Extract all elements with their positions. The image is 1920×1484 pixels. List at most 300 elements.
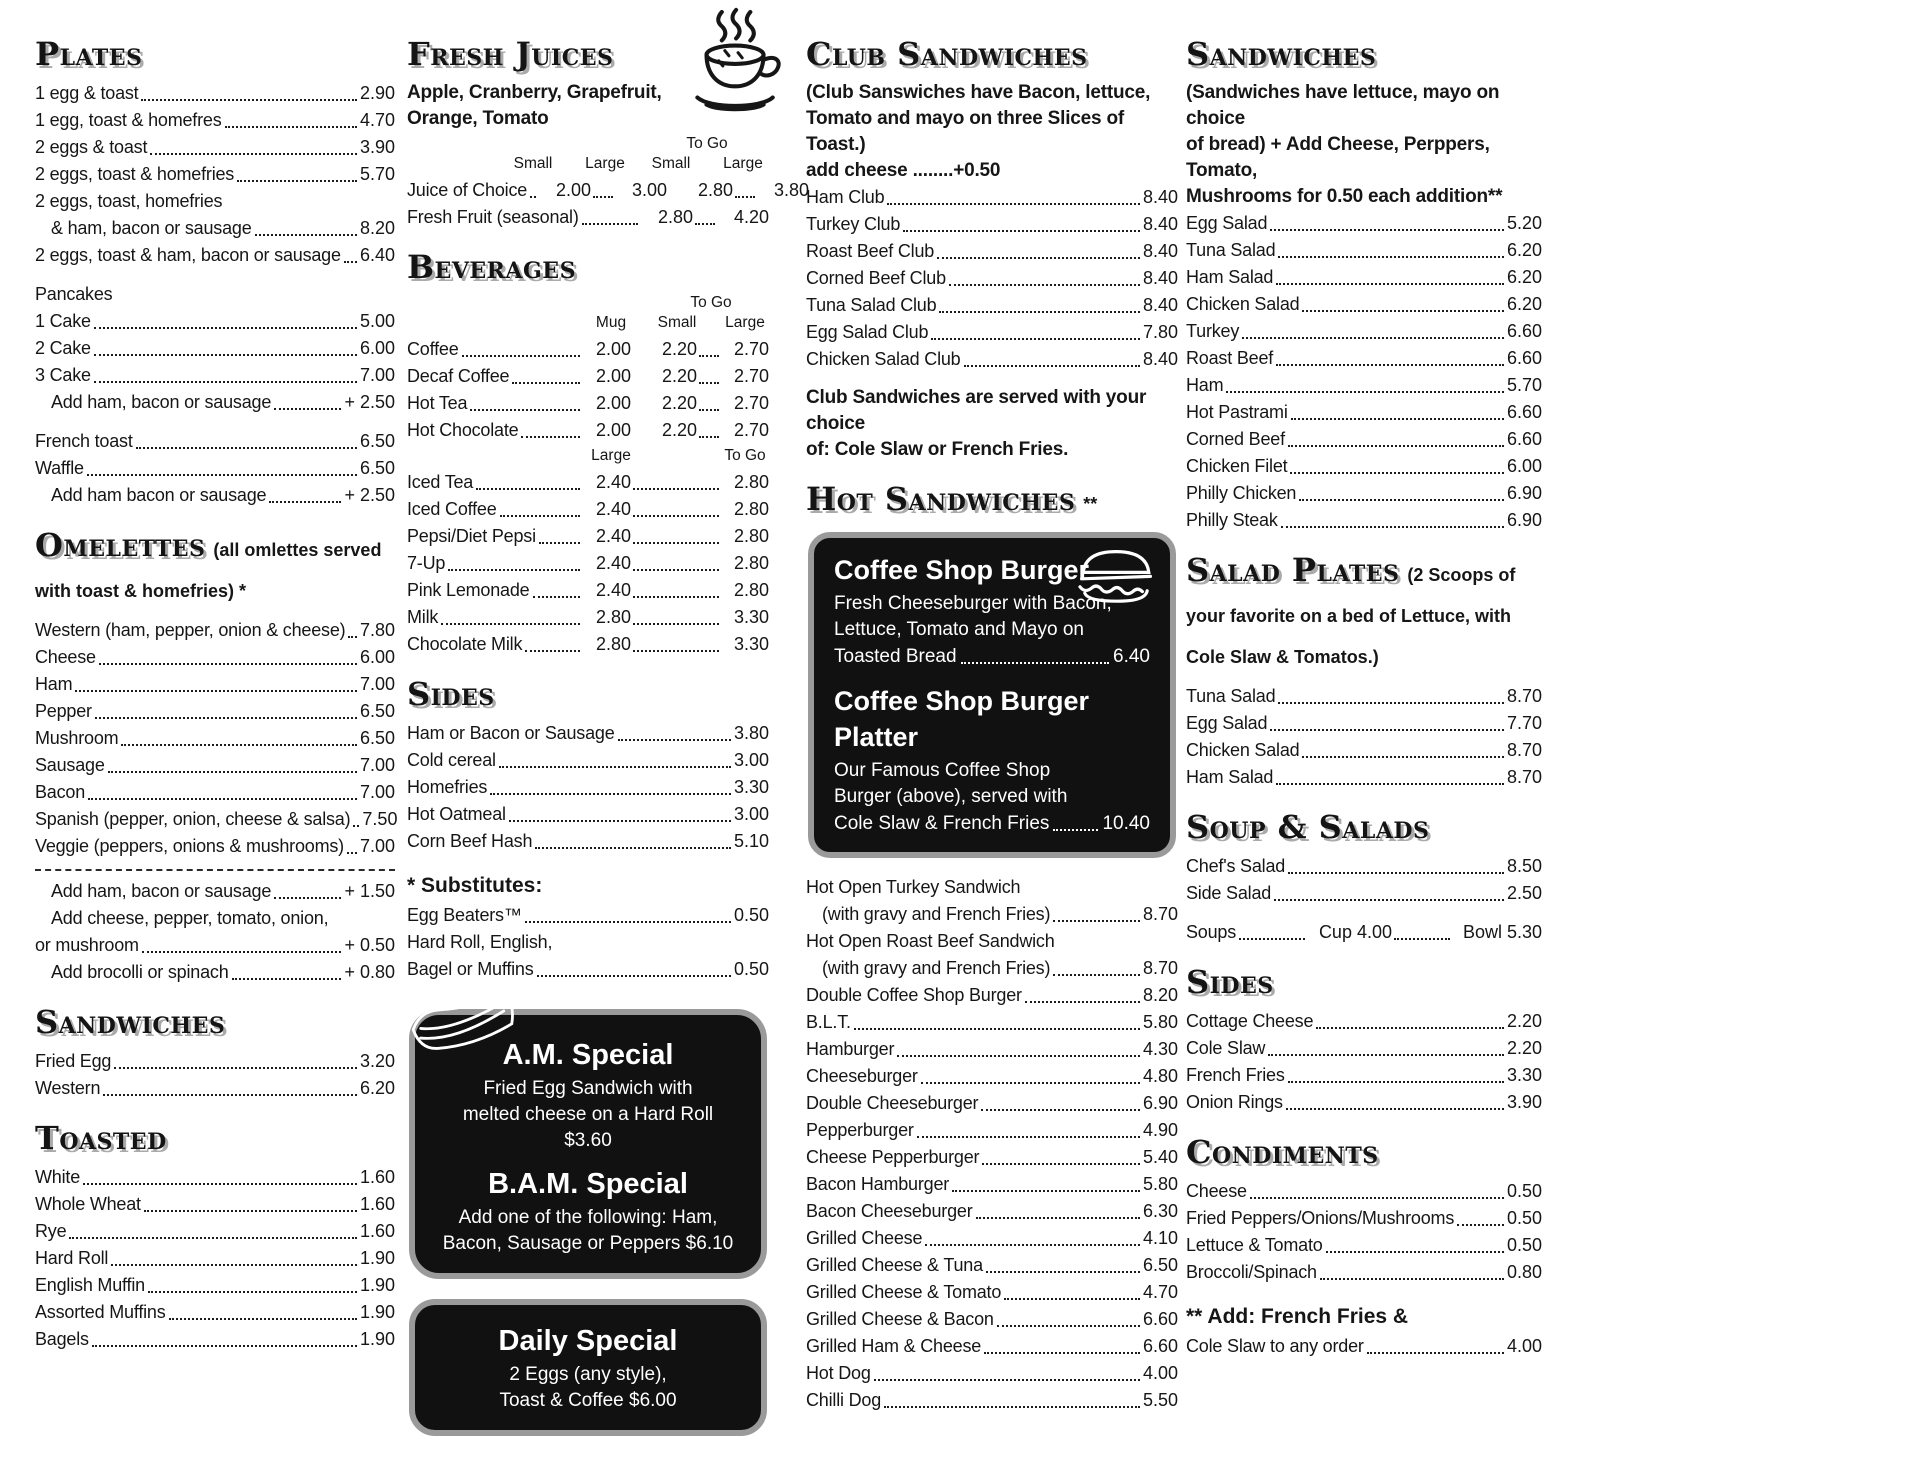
menu-item	[407, 550, 769, 577]
item-price: 2.50	[1506, 883, 1542, 903]
item-price: 1.60	[359, 1167, 395, 1187]
item-label: Hot Pastrami	[1186, 402, 1288, 422]
item-price: 7.80	[1142, 322, 1178, 342]
item-price: 7.00	[359, 365, 395, 385]
dot-leader	[87, 455, 357, 476]
item-price: 10.40	[1102, 813, 1150, 834]
menu-item	[407, 577, 769, 604]
item-price: 5.40	[1142, 1147, 1178, 1167]
item-price: 6.30	[1142, 1201, 1178, 1221]
item-price: 4.30	[1142, 1039, 1178, 1059]
item-price: 6.00	[359, 647, 395, 667]
spacer	[35, 416, 395, 428]
item-label: Chicken Filet	[1186, 456, 1288, 476]
section-title	[1186, 809, 1542, 845]
menu-section-salad-plates	[1186, 552, 1542, 791]
column-label: Large	[585, 155, 625, 172]
menu-item	[35, 1299, 395, 1326]
menu-item	[35, 80, 395, 107]
item-price: 0.80	[1506, 1262, 1542, 1282]
dot-leader	[633, 523, 719, 544]
column-label: Small	[513, 155, 553, 172]
menu-item	[35, 1245, 395, 1272]
item-label: Ham or Bacon or Sausage	[407, 723, 615, 743]
item-price: + 1.50	[344, 881, 395, 901]
menu-item	[35, 242, 395, 269]
dot-leader	[499, 747, 731, 768]
dot-leader	[699, 390, 719, 411]
item-label: Tuna Salad	[1186, 240, 1276, 260]
item-price: 3.30	[1506, 1065, 1542, 1085]
item-label: 2 eggs, toast & ham, bacon or sausage	[35, 245, 341, 265]
section-title-text: Toasted	[35, 1119, 167, 1157]
item-label: Egg Salad Club	[806, 322, 929, 342]
item-price: 1.60	[359, 1221, 395, 1241]
item-price: 8.70	[1506, 686, 1542, 706]
spacer	[407, 293, 653, 313]
item-price: 8.50	[1506, 856, 1542, 876]
menu-item	[407, 747, 769, 774]
dot-leader	[1053, 901, 1140, 922]
dot-leader	[903, 211, 1140, 232]
item-label: Pink Lemonade	[407, 580, 530, 600]
item-price: 6.60	[1506, 429, 1542, 449]
column-gap	[635, 313, 653, 333]
column-labels-row	[407, 446, 769, 466]
dot-leader	[1288, 853, 1504, 874]
item-price: 6.20	[1506, 294, 1542, 314]
menu-item	[1186, 1333, 1542, 1360]
menu-item	[806, 211, 1178, 238]
item-price: 3.30	[733, 607, 769, 627]
spacer	[407, 446, 587, 466]
item-label: Add ham, bacon or sausage	[51, 392, 272, 412]
item-label: Bagels	[35, 1329, 89, 1349]
box-title: Coffee Shop Burger	[834, 555, 1090, 585]
menu-item	[1186, 1035, 1542, 1062]
dot-leader	[939, 292, 1140, 313]
coffee-cup-icon	[677, 6, 789, 132]
menu-text-line: Add cheese, pepper, tomato, onion,	[51, 908, 329, 928]
item-label: Cold cereal	[407, 750, 496, 770]
item-price: 6.60	[1506, 321, 1542, 341]
item-label: 1 Cake	[35, 311, 91, 331]
menu-item	[806, 1009, 1178, 1036]
item-label: Ham Salad	[1186, 267, 1274, 287]
menu-text-line: Hot Open Roast Beef Sandwich	[806, 931, 1055, 951]
menu-item	[35, 428, 395, 455]
dot-leader	[94, 308, 357, 329]
section-title	[35, 1120, 395, 1156]
box-block	[437, 1166, 739, 1257]
item-price: 2.40	[595, 526, 631, 546]
menu-item	[1186, 1089, 1542, 1116]
item-label: Fried Peppers/Onions/Mushrooms	[1186, 1208, 1455, 1228]
item-price: + 2.50	[344, 392, 395, 412]
column-gap	[631, 154, 645, 174]
dot-leader	[631, 390, 649, 417]
dot-leader	[150, 134, 357, 155]
item-label: Assorted Muffins	[35, 1302, 166, 1322]
dot-leader	[1053, 810, 1098, 831]
dot-leader	[1288, 426, 1504, 447]
item-price: 2.80	[733, 526, 769, 546]
column-label: Large	[725, 314, 765, 331]
item-price: 1.90	[359, 1248, 395, 1268]
menu-item	[407, 604, 769, 631]
dot-leader	[1270, 210, 1504, 231]
dot-leader	[148, 1272, 357, 1293]
item-price: 6.20	[1506, 267, 1542, 287]
menu-item	[35, 698, 395, 725]
item-label: Hot Chocolate	[407, 420, 519, 440]
dot-leader	[582, 204, 638, 225]
item-label: 2 Cake	[35, 338, 91, 358]
menu-item	[1186, 318, 1542, 345]
item-price: 6.90	[1506, 510, 1542, 530]
dot-leader	[631, 363, 649, 390]
dot-leader	[1367, 1333, 1504, 1354]
section-note: Orange, Tomato	[407, 108, 549, 129]
item-price: 2.00	[556, 180, 592, 200]
dot-leader	[1268, 1035, 1504, 1056]
menu-item	[35, 1272, 395, 1299]
item-price: 6.50	[1142, 1255, 1178, 1275]
item-price: 4.90	[1142, 1120, 1178, 1140]
dot-leader	[108, 752, 357, 773]
box-title: Coffee Shop Burger Platter	[834, 686, 1090, 752]
dot-leader	[931, 319, 1140, 340]
to-go-group-row	[407, 134, 769, 154]
section-title-text: Plates	[35, 35, 143, 73]
menu-item	[407, 774, 769, 801]
menu-item	[806, 265, 1178, 292]
box-line: Bacon, Sausage or Peppers $6.10	[442, 1233, 734, 1254]
item-price: 6.50	[359, 431, 395, 451]
menu-item	[1186, 264, 1542, 291]
box-line: Burger (above), served with	[834, 786, 1068, 807]
item-label: Hamburger	[806, 1039, 895, 1059]
dot-leader	[462, 336, 580, 357]
menu-section-club-sandwiches	[806, 36, 1178, 463]
section-title-note: (all omlettes served with toast & homefries) *	[35, 540, 382, 601]
section-title	[806, 481, 1178, 522]
item-label: 2 eggs & toast	[35, 137, 148, 157]
dot-leader	[1320, 1259, 1504, 1280]
item-label: Philly Chicken	[1186, 483, 1297, 503]
item-label: Hot Oatmeal	[407, 804, 506, 824]
section-title-text: Sides	[1186, 963, 1274, 1001]
menu-text-line: Hard Roll, English,	[407, 932, 553, 952]
item-label: Cole Slaw & French Fries	[834, 813, 1050, 834]
menu-item	[35, 806, 398, 833]
menu-item	[1186, 372, 1542, 399]
menu-item	[407, 417, 769, 444]
item-label: Western	[35, 1078, 101, 1098]
item-price: 4.00	[1506, 1336, 1542, 1356]
item-price: 3.30	[733, 634, 769, 654]
menu-item	[806, 1360, 1178, 1387]
dot-leader	[695, 204, 715, 225]
menu-item	[51, 215, 395, 242]
section-title-text: Salad Plates	[1186, 551, 1400, 589]
item-label: Roast Beef Club	[806, 241, 935, 261]
menu-item	[407, 902, 769, 929]
column-gap	[559, 154, 579, 174]
column-label: To Go	[724, 447, 766, 464]
dot-leader	[490, 774, 731, 795]
menu-item	[1186, 480, 1542, 507]
menu-item	[407, 390, 769, 417]
section-title-text: Fresh Juices	[407, 35, 614, 73]
item-price: 3.00	[733, 804, 769, 824]
item-price: 0.50	[1506, 1208, 1542, 1228]
dot-leader	[512, 363, 580, 384]
item-label: Grilled Cheese & Tuna	[806, 1255, 983, 1275]
dot-leader	[667, 177, 681, 204]
dot-leader	[699, 363, 719, 384]
menu-item	[806, 1171, 1178, 1198]
item-label: Philly Steak	[1186, 510, 1278, 530]
item-price: 6.20	[359, 1078, 395, 1098]
item-price: 6.90	[1506, 483, 1542, 503]
column-gap	[697, 154, 717, 174]
item-price: 7.70	[1506, 713, 1542, 733]
dot-leader	[633, 550, 719, 571]
menu-item	[407, 720, 769, 747]
dot-leader	[470, 390, 580, 411]
dot-leader	[169, 1299, 357, 1320]
dot-leader	[232, 959, 342, 980]
menu-item	[806, 1387, 1178, 1414]
menu-item	[35, 1218, 395, 1245]
item-label: Egg Salad	[1186, 213, 1268, 233]
menu-item	[35, 833, 395, 860]
section-note: add cheese ........+0.50	[806, 160, 1001, 181]
item-label: Milk	[407, 607, 439, 627]
item-price: 3.90	[1506, 1092, 1542, 1112]
item-price: + 0.80	[344, 962, 395, 982]
dot-leader	[1226, 372, 1504, 393]
menu-item	[822, 901, 1178, 928]
item-label: Toasted Bread	[834, 646, 957, 667]
dot-leader	[964, 346, 1140, 367]
item-label: Add brocolli or spinach	[51, 962, 229, 982]
item-price: 2.70	[733, 420, 769, 440]
item-label: Sausage	[35, 755, 105, 775]
dot-leader	[269, 482, 341, 503]
item-price: 2.80	[733, 580, 769, 600]
box-title: B.A.M. Special	[488, 1168, 688, 1200]
item-price: 5.80	[1142, 1174, 1178, 1194]
item-price: 0.50	[733, 959, 769, 979]
item-price: 0.50	[1506, 1235, 1542, 1255]
item-price: 3.90	[359, 137, 395, 157]
item-price: 1.90	[359, 1329, 395, 1349]
dot-leader	[144, 1191, 357, 1212]
dot-leader	[982, 1144, 1140, 1165]
dot-leader	[441, 604, 580, 625]
menu-section-plates	[35, 36, 395, 509]
item-price: 8.70	[1506, 740, 1542, 760]
dot-leader	[854, 1009, 1140, 1030]
item-label: Decaf Coffee	[407, 366, 510, 386]
item-price: 1.60	[359, 1194, 395, 1214]
dot-leader	[1053, 955, 1140, 976]
item-price: 2.90	[359, 83, 395, 103]
menu-section-sandwiches	[1186, 36, 1542, 534]
dot-leader	[986, 1252, 1140, 1273]
menu-section-breakfast-sandwiches	[35, 1004, 395, 1102]
dot-leader	[537, 956, 731, 977]
item-label: White	[35, 1167, 81, 1187]
item-label: Lettuce & Tomato	[1186, 1235, 1323, 1255]
menu-item	[806, 1144, 1178, 1171]
dot-leader	[1291, 399, 1504, 420]
section-title-text: Condiments	[1186, 1133, 1379, 1171]
dot-leader	[1278, 683, 1504, 704]
menu-item	[35, 308, 395, 335]
item-price: 2.80	[733, 499, 769, 519]
item-label: Side Salad	[1186, 883, 1272, 903]
box-line: melted cheese on a Hard Roll $3.60	[462, 1104, 714, 1151]
menu-item	[407, 336, 769, 363]
dot-leader	[1276, 764, 1504, 785]
dot-leader	[1250, 1178, 1504, 1199]
dot-leader	[530, 177, 536, 198]
item-price: 8.40	[1142, 187, 1178, 207]
item-label: Chicken Salad Club	[806, 349, 961, 369]
menu-item	[51, 878, 395, 905]
menu-item	[1186, 919, 1542, 946]
menu-item	[806, 1090, 1178, 1117]
section-note: of bread) + Add Cheese, Perppers, Tomato,	[1186, 134, 1490, 181]
item-label: Fried Egg	[35, 1051, 112, 1071]
menu-item	[1186, 1062, 1542, 1089]
dot-leader	[1394, 919, 1450, 940]
item-price: 2.20	[1506, 1038, 1542, 1058]
menu-item	[35, 932, 395, 959]
menu-item	[1186, 683, 1542, 710]
menu-item	[35, 335, 395, 362]
section-title-text: Sandwiches	[1186, 35, 1377, 73]
dot-leader	[533, 577, 581, 598]
divider	[35, 869, 395, 871]
dot-leader	[348, 617, 357, 638]
section-title-note: (2 Scoops of your favorite on a bed of Lettuce, with Cole Slaw & Tomatos.)	[1186, 565, 1516, 667]
item-label: Onion Rings	[1186, 1092, 1283, 1112]
item-label: Turkey Club	[806, 214, 901, 234]
item-label: Ham	[1186, 375, 1224, 395]
item-price: 2.20	[661, 366, 697, 386]
item-price: 6.50	[359, 458, 395, 478]
dot-leader	[99, 644, 357, 665]
dot-leader	[981, 1090, 1140, 1111]
box-block	[834, 683, 1150, 838]
item-price: 2.00	[595, 366, 631, 386]
item-price: 2.80	[733, 553, 769, 573]
section-title-text: Beverages	[407, 248, 576, 286]
item-label: Bacon Cheeseburger	[806, 1201, 973, 1221]
menu-item	[35, 161, 395, 188]
item-label: Cheese	[35, 647, 96, 667]
dot-leader	[1299, 480, 1504, 501]
column-labels-row	[407, 154, 769, 174]
item-label: Add ham, bacon or sausage	[51, 881, 272, 901]
dot-leader	[92, 1326, 357, 1347]
item-price: 7.00	[359, 836, 395, 856]
menu-column-1	[35, 35, 398, 1371]
section-title	[35, 1004, 395, 1040]
menu-item	[806, 1225, 1178, 1252]
item-label: 1 egg, toast & homefres	[35, 110, 222, 130]
item-label: Corned Beef	[1186, 429, 1285, 449]
dot-leader	[94, 335, 357, 356]
dot-leader	[274, 878, 341, 899]
column-labels-row	[407, 313, 769, 333]
item-price: 8.70	[1142, 904, 1178, 924]
item-label: Coffee	[407, 339, 459, 359]
menu-item	[35, 671, 395, 698]
section-title-note: **	[1083, 494, 1098, 514]
box-line: Toast & Coffee $6.00	[499, 1390, 677, 1411]
menu-item	[407, 956, 769, 983]
dot-leader	[874, 1360, 1140, 1381]
menu-item	[35, 644, 395, 671]
column-label: Small	[657, 314, 697, 331]
menu-item	[407, 631, 769, 658]
menu-section-omelettes	[35, 526, 398, 986]
item-price: 3.00	[733, 750, 769, 770]
item-price: 6.00	[359, 338, 395, 358]
menu-item	[1186, 507, 1542, 534]
menu-item	[806, 292, 1178, 319]
dot-leader	[884, 1387, 1140, 1408]
menu-text-line: 2 eggs, toast, homefries	[35, 191, 223, 211]
menu-item	[1186, 710, 1542, 737]
item-price: 5.20	[1506, 213, 1542, 233]
item-label: Hard Roll	[35, 1248, 109, 1268]
menu-item	[35, 1075, 395, 1102]
item-price: 8.20	[359, 218, 395, 238]
menu-column-4	[1186, 36, 1542, 1378]
item-label: 1 egg & toast	[35, 83, 139, 103]
column-label: Large	[723, 155, 763, 172]
column-gap	[701, 313, 721, 333]
menu-item	[806, 238, 1178, 265]
menu-subheading: ** Add: French Fries &	[1186, 1305, 1409, 1328]
item-label: Waffle	[35, 458, 84, 478]
section-title	[1186, 1134, 1542, 1170]
menu-item	[806, 1117, 1178, 1144]
item-label: Pepsi/Diet Pepsi	[407, 526, 536, 546]
dot-leader	[274, 389, 341, 410]
box-line: Lettuce, Tomato and Mayo on	[834, 619, 1084, 640]
dot-leader	[1274, 880, 1504, 901]
menu-section-condiments	[1186, 1134, 1542, 1360]
item-label: Corned Beef Club	[806, 268, 946, 288]
menu-item	[1186, 210, 1542, 237]
item-label: Grilled Ham & Cheese	[806, 1336, 982, 1356]
item-price: 6.60	[1506, 402, 1542, 422]
item-price: 4.20	[733, 207, 769, 227]
menu-item	[35, 107, 395, 134]
item-label: Grilled Cheese & Bacon	[806, 1309, 994, 1329]
column-label: Small	[651, 155, 691, 172]
menu-item	[407, 523, 769, 550]
dot-leader	[94, 362, 357, 383]
menu-item	[1186, 1178, 1542, 1205]
